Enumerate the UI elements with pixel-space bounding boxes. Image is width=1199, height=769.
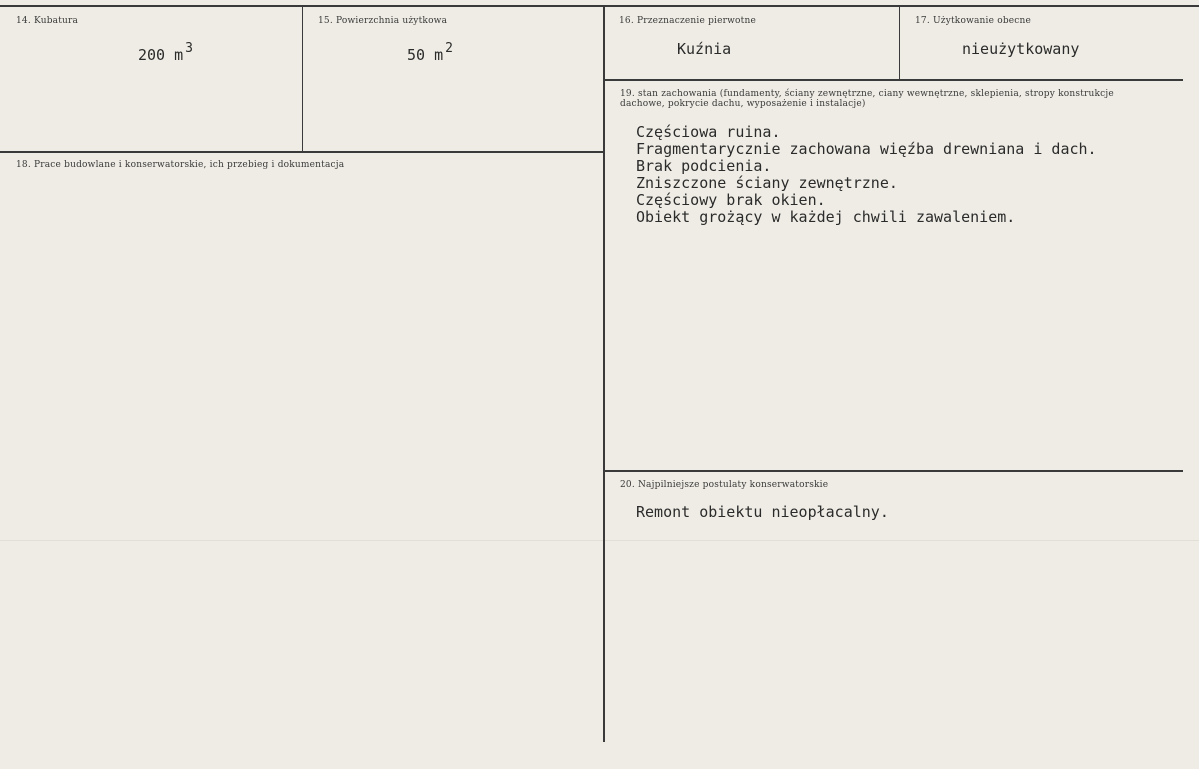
field-19-label: 19. stan zachowania (fundamenty, ściany zewnętrzne, ciany wewnętrzne, sklepienia, stropy konstrukcje dachowe, pokrycie dachu, wyposażenie i instalacje) — [620, 89, 1114, 109]
field-17-label: 17. Użytkowanie obecne — [915, 16, 1032, 26]
condition-line: Zniszczone ściany zewnętrzne. — [636, 174, 898, 192]
condition-line: Fragmentarycznie zachowana więźba drewniana i dach. — [636, 140, 1097, 158]
field-15-label: 15. Powierzchnia użytkowa — [318, 16, 448, 26]
field-18-label: 18. Prace budowlane i konserwatorskie, ich przebieg i dokumentacja — [16, 160, 345, 170]
paper-fold-line — [0, 540, 1199, 541]
row-divider-right-top — [605, 79, 1183, 81]
field-20-value: Remont obiektu nieopłacalny. — [636, 503, 889, 521]
field-14-label: 14. Kubatura — [16, 16, 79, 26]
condition-line: Częściowy brak okien. — [636, 191, 826, 209]
condition-line: Częściowa ruina. — [636, 123, 781, 141]
field-15-value: 50 m $^2$ — [407, 41, 453, 64]
col-divider-center — [603, 7, 605, 742]
condition-line: Brak podcienia. — [636, 157, 772, 175]
row-divider-right-mid — [605, 470, 1183, 472]
top-border — [0, 5, 1199, 7]
field-15-unit-exponent: 2 — [445, 41, 453, 56]
field-20-label: 20. Najpilniejsze postulaty konserwatorskie — [620, 480, 829, 490]
field-17-value: nieużytkowany — [962, 40, 1080, 58]
field-14-unit-exponent: 3 — [185, 41, 193, 56]
field-14-value: 200 m $^3$ — [138, 41, 193, 64]
field-16-label: 16. Przeznaczenie pierwotne — [619, 16, 757, 26]
condition-line: Obiekt grożący w każdej chwili zawaleniem. — [636, 208, 1016, 226]
field-19-condition-text — [636, 124, 1097, 226]
col-divider-14-15 — [302, 7, 303, 152]
field-16-value: Kuźnia — [677, 40, 732, 58]
col-divider-16-17 — [899, 7, 900, 80]
